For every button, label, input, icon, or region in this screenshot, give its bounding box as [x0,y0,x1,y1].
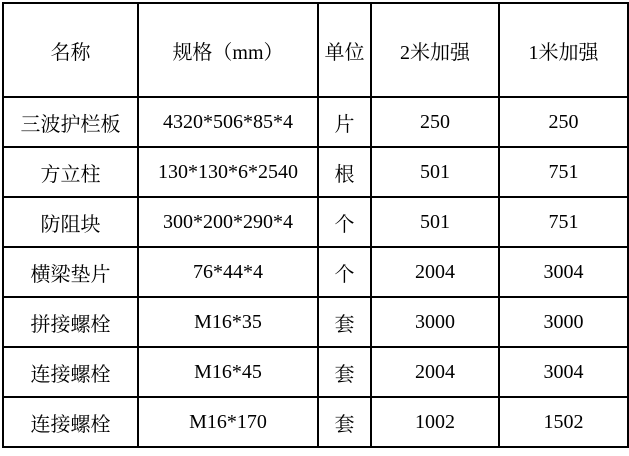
table-cell: 751 [499,147,628,197]
table-cell: 2004 [371,247,499,297]
table-cell: 个 [318,197,371,247]
table-row [3,197,628,247]
table-cell: 防阻块 [3,197,138,247]
table-cell: 套 [318,347,371,397]
table-cell: 1002 [371,397,499,447]
table-cell: 连接螺栓 [3,397,138,447]
table-cell: 方立柱 [3,147,138,197]
table-row [3,397,628,447]
table-cell: 2004 [371,347,499,397]
table-cell: 3000 [499,297,628,347]
table-cell: 根 [318,147,371,197]
table-cell: 250 [499,97,628,147]
table-cell: 套 [318,397,371,447]
table-body [3,97,628,447]
table-cell: 3000 [371,297,499,347]
table-cell: M16*170 [138,397,318,447]
table-cell: 250 [371,97,499,147]
table-cell: M16*45 [138,347,318,397]
header-row [3,3,628,97]
table-cell: 76*44*4 [138,247,318,297]
table-cell: 1502 [499,397,628,447]
table-cell: 501 [371,197,499,247]
table-row [3,97,628,147]
column-header-name: 名称 [3,3,138,97]
table-cell: 横梁垫片 [3,247,138,297]
table-row [3,247,628,297]
table-cell: 501 [371,147,499,197]
table-cell: 拼接螺栓 [3,297,138,347]
table-cell: 片 [318,97,371,147]
table-cell: 300*200*290*4 [138,197,318,247]
column-header-spec: 规格（mm） [138,3,318,97]
table-cell: 4320*506*85*4 [138,97,318,147]
table-cell: 3004 [499,247,628,297]
table-cell: 130*130*6*2540 [138,147,318,197]
table-cell: 三波护栏板 [3,97,138,147]
table-cell: 751 [499,197,628,247]
column-header-1m: 1米加强 [499,3,628,97]
column-header-2m: 2米加强 [371,3,499,97]
spec-table [2,2,629,448]
table-cell: 个 [318,247,371,297]
table-header [3,3,628,97]
table-row [3,147,628,197]
table-cell: 3004 [499,347,628,397]
table-cell: M16*35 [138,297,318,347]
table-cell: 连接螺栓 [3,347,138,397]
table-row [3,297,628,347]
table-row [3,347,628,397]
table-cell: 套 [318,297,371,347]
column-header-unit: 单位 [318,3,371,97]
